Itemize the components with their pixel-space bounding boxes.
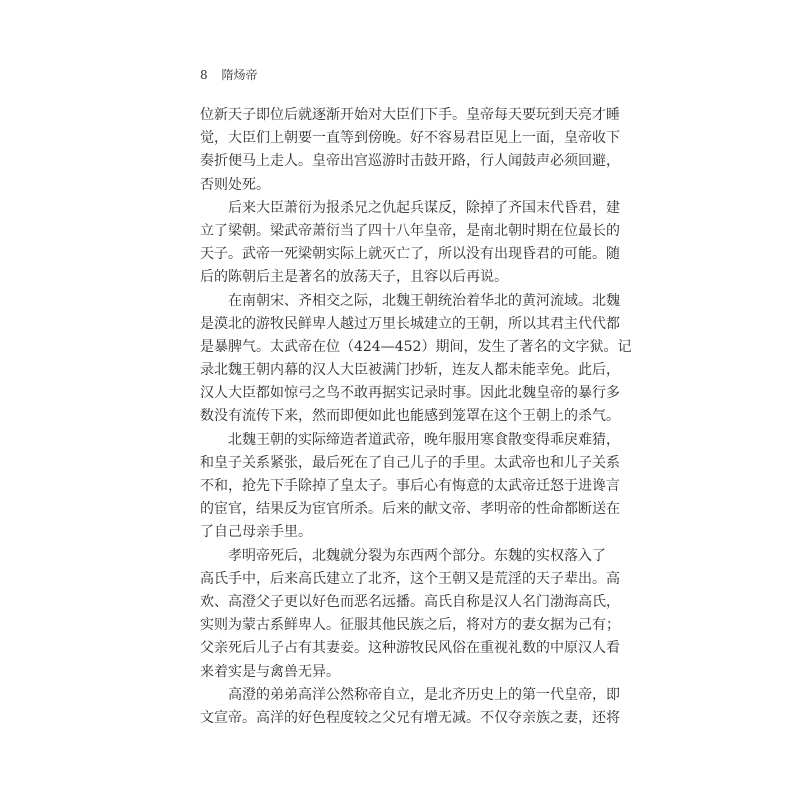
- text-line: 天子。武帝一死梁朝实际上就灭亡了，所以没有出现昏君的可能。随: [200, 246, 620, 263]
- running-head: [200, 66, 257, 83]
- body-text: [200, 104, 632, 730]
- text-line: 了自己母亲手里。: [200, 524, 312, 541]
- text-line: 觉，大臣们上朝要一直等到傍晚。好不容易君臣见上一面，皇帝收下: [200, 130, 620, 147]
- paragraph: [200, 290, 632, 429]
- text-line: 是漠北的游牧民鲜卑人越过万里长城建立的王朝，所以其君主代代都: [200, 315, 620, 332]
- paragraph: [200, 545, 620, 684]
- paragraph: [200, 104, 620, 197]
- text-line: 文宣帝。高洋的好色程度较之父兄有增无减。不仅夺亲族之妻，还将: [200, 709, 620, 726]
- text-line: 欢、高澄父子更以好色而恶名远播。高氏自称是汉人名门渤海高氏，: [200, 593, 620, 610]
- text-line: 数没有流传下来，然而即便如此也能感到笼罩在这个王朝上的杀气。: [200, 408, 620, 425]
- text-line: 是暴脾气。太武帝在位（424—452）期间，发生了著名的文字狱。记: [200, 338, 632, 355]
- text-line: 位新天子即位后就逐渐开始对大臣们下手。皇帝每天要玩到天亮才睡: [200, 107, 620, 123]
- text-line: 高澄的弟弟高洋公然称帝自立，是北齐历史上的第一代皇帝，即: [228, 686, 620, 703]
- text-line: 的宦官，结果反为宦官所杀。后来的献文帝、孝明帝的性命都断送在: [200, 501, 620, 518]
- paragraph: [200, 429, 620, 545]
- text-line: 父亲死后儿子占有其妻妾。这种游牧民风俗在重视礼数的中原汉人看: [200, 640, 620, 657]
- text-line: 后的陈朝后主是著名的放荡天子，且容以后再说。: [200, 269, 508, 286]
- paragraph: [200, 197, 620, 290]
- text-line: 录北魏王朝内幕的汉人大臣被满门抄斩，连友人都未能幸免。此后，: [200, 362, 620, 379]
- text-line: 和皇子关系紧张，最后死在了自己儿子的手里。太武帝也和儿子关系: [200, 454, 620, 471]
- text-line: 实则为蒙古系鲜卑人。征服其他民族之后，将对方的妻女据为己有；: [200, 617, 620, 634]
- text-line: 在南朝宋、齐相交之际，北魏王朝统治着华北的黄河流域。北魏: [228, 292, 620, 309]
- text-line: 来着实是与禽兽无异。: [200, 663, 340, 680]
- text-line: 立了梁朝。梁武帝萧衍当了四十八年皇帝，是南北朝时期在位最长的: [200, 222, 620, 239]
- text-line: 孝明帝死后，北魏就分裂为东西两个部分。东魏的实权落入了: [228, 547, 606, 564]
- text-line: 北魏王朝的实际缔造者道武帝，晚年服用寒食散变得乖戾难猜，: [228, 431, 620, 448]
- page-number: 8: [200, 68, 208, 82]
- text-line: 后来大臣萧衍为报杀兄之仇起兵谋反，除掉了齐国末代昏君，建: [228, 199, 620, 216]
- text-line: 汉人大臣都如惊弓之鸟不敢再据实记录时事。因此北魏皇帝的暴行多: [200, 385, 620, 402]
- text-line: 不和，抢先下手除掉了皇太子。事后心有悔意的太武帝迁怒于进谗言: [200, 478, 620, 494]
- paragraph: [200, 684, 620, 730]
- running-title: 隋炀帝: [221, 68, 258, 82]
- text-line: 高氏手中，后来高氏建立了北齐，这个王朝又是荒淫的天子辈出。高: [200, 570, 620, 587]
- text-line: 否则处死。: [200, 176, 270, 193]
- text-line: 奏折便马上走人。皇帝出宫巡游时击鼓开路，行人闻鼓声必须回避，: [200, 153, 620, 170]
